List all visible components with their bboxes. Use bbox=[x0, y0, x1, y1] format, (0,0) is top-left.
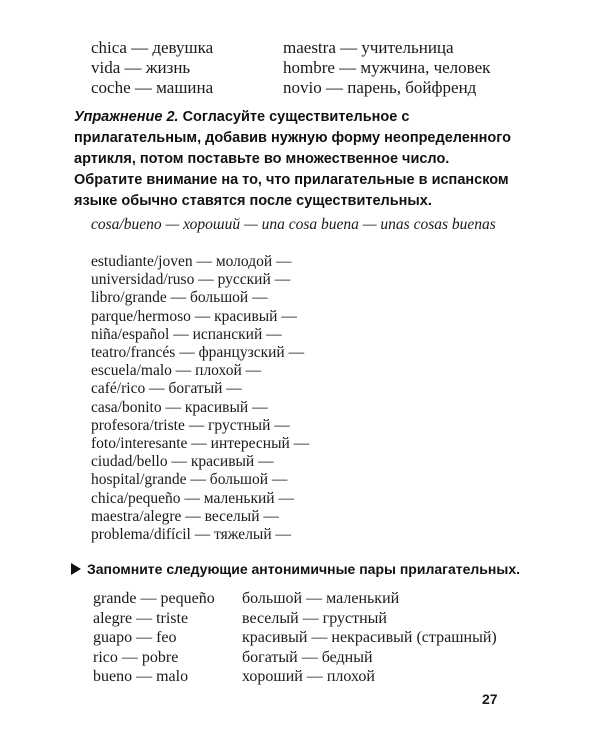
exercise-instruction-block bbox=[74, 107, 514, 212]
antonym-spanish-pair: rico — pobre bbox=[93, 648, 179, 666]
vocab-top-right-2: hombre — мужчина, человек bbox=[283, 58, 491, 77]
exercise-item: niña/español — испанский — bbox=[91, 325, 282, 343]
exercise-item: hospital/grande — большой — bbox=[91, 471, 288, 489]
exercise-item: escuela/malo — плохой — bbox=[91, 362, 262, 380]
antonyms-heading-text: Запомните следующие антонимичные пары прилагательных. bbox=[87, 561, 520, 577]
antonyms-spanish-list bbox=[93, 589, 215, 687]
antonym-spanish-pair: guapo — feo bbox=[93, 629, 177, 646]
exercise-item: parque/hermoso — красивый — bbox=[91, 307, 297, 325]
arrow-right-icon bbox=[71, 563, 81, 575]
vocab-top-right-3: novio — парень, бойфренд bbox=[283, 78, 477, 97]
exercise-item: teatro/francés — французский — bbox=[91, 344, 305, 362]
antonym-russian-pair: богатый — бедный bbox=[242, 648, 373, 666]
exercise-item: universidad/ruso — русский — bbox=[91, 271, 291, 289]
antonym-spanish-pair: bueno — malo bbox=[93, 668, 189, 685]
exercise-item: casa/bonito — красивый — bbox=[91, 398, 268, 416]
exercise-item: estudiante/joven — молодой — bbox=[91, 253, 292, 270]
exercise-example: cosa/bueno — хороший — una cosa buena — unas cosas buenas bbox=[91, 216, 496, 233]
vocab-top-right-1: maestra — учительница bbox=[283, 38, 454, 57]
exercise-item: foto/interesante — интересный — bbox=[91, 435, 310, 453]
page-number: 27 bbox=[482, 691, 498, 707]
antonym-russian-pair: красивый — некрасивый (страшный) bbox=[242, 629, 497, 646]
vocab-top-left-3: coche — машина bbox=[91, 78, 214, 97]
exercise-item: problema/difícil — тяжелый — bbox=[91, 526, 292, 544]
antonym-russian-pair: веселый — грустный bbox=[242, 609, 387, 627]
exercise-item-list bbox=[91, 253, 309, 544]
exercise-item: profesora/triste — грустный — bbox=[91, 416, 290, 434]
vocab-top-left-1: chica — девушка bbox=[91, 38, 214, 57]
exercise-item: maestra/alegre — веселый — bbox=[91, 507, 279, 525]
antonym-russian-pair: хороший — плохой bbox=[242, 668, 375, 685]
exercise-item: libro/grande — большой — bbox=[91, 289, 268, 307]
exercise-item: café/rico — богатый — bbox=[91, 380, 242, 398]
antonyms-russian-list bbox=[242, 589, 497, 687]
exercise-instruction: Согласуйте существительное с прилагательным, добавив нужную форму неопределенного артикля, потом поставьте во множественное число. Обратите внимание на то, что прилагательные в испанском языке обычно ставятся после существительных. bbox=[74, 109, 511, 209]
antonym-spanish-pair: alegre — triste bbox=[93, 609, 189, 627]
exercise-item: chica/pequeño — маленький — bbox=[91, 489, 294, 507]
antonym-spanish-pair: grande — pequeño bbox=[93, 590, 215, 607]
vocab-top-left-2: vida — жизнь bbox=[91, 58, 191, 77]
exercise-item: ciudad/bello — красивый — bbox=[91, 453, 274, 471]
exercise-label: Упражнение 2. bbox=[74, 109, 179, 125]
antonyms-heading bbox=[71, 560, 520, 578]
antonym-russian-pair: большой — маленький bbox=[242, 590, 400, 607]
